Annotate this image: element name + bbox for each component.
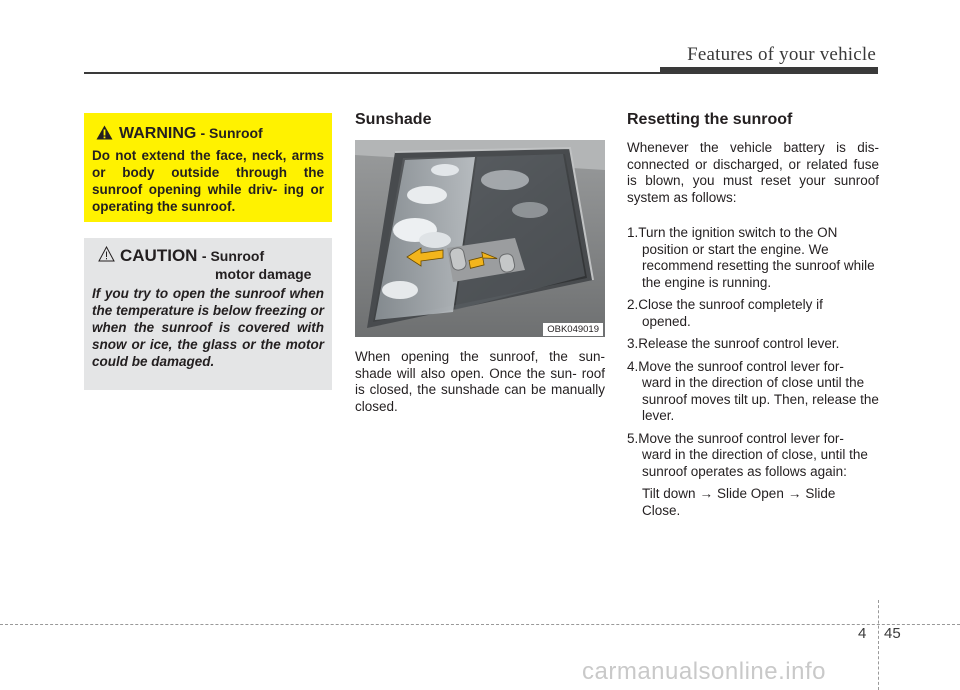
sunshade-photo bbox=[355, 140, 605, 337]
step-text: Move the sunroof control lever for- bbox=[638, 358, 844, 374]
footer-vertical-rule bbox=[878, 600, 879, 690]
warning-heading bbox=[96, 125, 263, 143]
caution-box bbox=[84, 238, 332, 390]
photo-caption: OBK049019 bbox=[543, 323, 603, 336]
page-number: 45 bbox=[884, 625, 901, 642]
seq-close: Close. bbox=[642, 502, 681, 518]
arrow-right-icon: → bbox=[699, 486, 714, 501]
warning-label: WARNING bbox=[119, 125, 197, 142]
reset-title: Resetting the sunroof bbox=[627, 111, 793, 128]
watermark: carmanualsonline.info bbox=[582, 658, 826, 685]
seq-slide: Slide bbox=[805, 486, 836, 501]
warning-subject: - Sunroof bbox=[200, 125, 263, 141]
step-text-cont: position or start the engine. We recommend resetting the sunroof while the engine is running. bbox=[642, 241, 875, 290]
caution-text: If you try to open the sunroof when the temperature is below freezing or when the sunroof is covered with snow or ice, the glass or the motor could be damaged. bbox=[92, 286, 324, 369]
seq-tilt-down: Tilt down bbox=[642, 486, 696, 501]
chapter-number: 4 bbox=[858, 625, 867, 642]
caution-triangle-icon bbox=[98, 246, 115, 262]
step-text: Close the sunroof completely if bbox=[638, 297, 823, 312]
step-2 bbox=[627, 297, 879, 330]
step-text: Move the sunroof control lever for- bbox=[638, 430, 844, 446]
arrow-right-icon: → bbox=[787, 486, 802, 501]
sunshade-text: When opening the sunroof, the sun- shade will also open. Once the sun- roof is closed, the sunshade can be manually closed. bbox=[355, 349, 605, 414]
reset-intro: Whenever the vehicle battery is dis- connected or discharged, or related fuse is blown, you must reset your sunroof system as follows: bbox=[627, 140, 879, 205]
caution-subject-line2: motor damage bbox=[215, 266, 312, 282]
step-4 bbox=[627, 359, 879, 425]
step-1 bbox=[627, 225, 879, 291]
sunroof-illustration bbox=[355, 140, 605, 337]
step-text-cont: ward in the direction of close, until the sunroof operates as follows again: bbox=[642, 447, 868, 479]
step-text-cont: opened. bbox=[642, 313, 691, 329]
step-text: Release the sunroof control lever. bbox=[638, 336, 840, 351]
page-header-title: Features of your vehicle bbox=[687, 44, 876, 65]
step-text: Turn the ignition switch to the ON bbox=[638, 225, 838, 240]
sunshade-title: Sunshade bbox=[355, 111, 432, 128]
reset-steps-list bbox=[627, 225, 879, 525]
step-number: 3. bbox=[627, 336, 639, 351]
step-text-cont: ward in the direction of close until the sunroof moves tilt up. Then, release the lever. bbox=[642, 375, 879, 423]
caution-subject: - Sunroof bbox=[201, 248, 265, 264]
caution-heading bbox=[120, 246, 264, 266]
warning-triangle-icon bbox=[96, 125, 113, 140]
footer-rule bbox=[0, 624, 960, 625]
step-number: 5. bbox=[627, 430, 639, 446]
caution-label: CAUTION bbox=[120, 246, 198, 265]
step-number: 2. bbox=[627, 297, 639, 312]
warning-box bbox=[84, 113, 332, 222]
step-3 bbox=[627, 336, 879, 353]
step-number: 4. bbox=[627, 358, 639, 374]
warning-text: Do not extend the face, neck, arms or body outside through the sunroof opening while driv- ing or operating the sunroof. bbox=[92, 148, 324, 214]
step-number: 1. bbox=[627, 225, 639, 240]
header-rule-accent bbox=[660, 67, 878, 74]
step-5 bbox=[627, 431, 879, 520]
operation-sequence bbox=[627, 486, 879, 519]
seq-slide-open: Slide Open bbox=[717, 486, 784, 501]
